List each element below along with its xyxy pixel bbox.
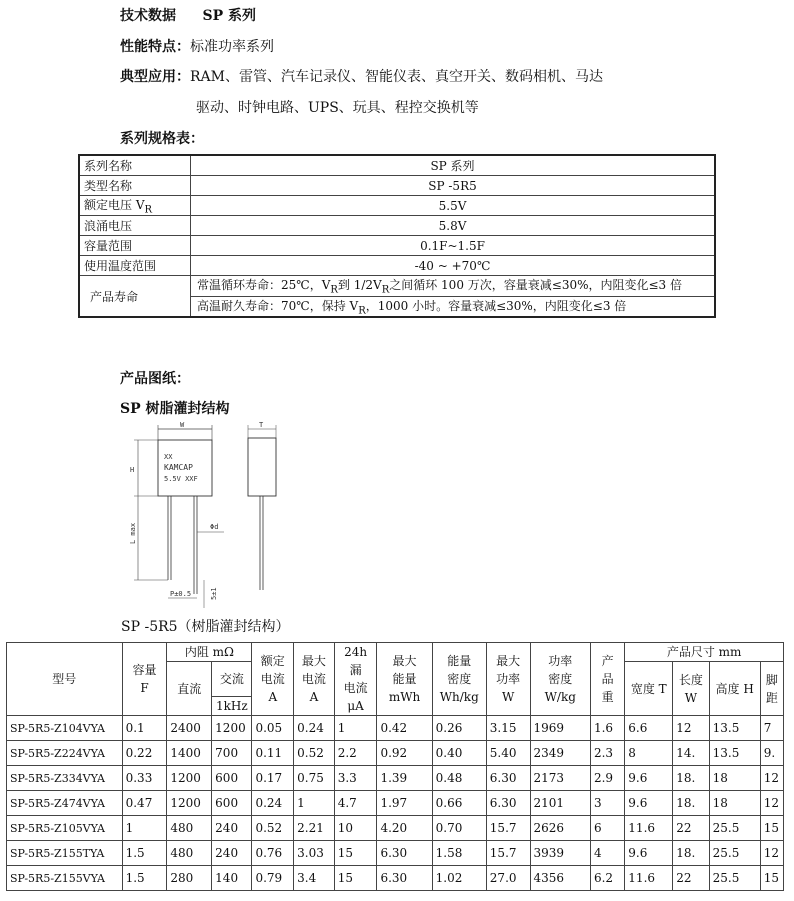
th-rated-current bbox=[252, 643, 294, 716]
th-max-current bbox=[294, 643, 335, 716]
application-text-1: RAM、雷管、汽车记录仪、智能仪表、真空开关、数码相机、马达 bbox=[190, 69, 603, 85]
table-cell: 0.66 bbox=[432, 791, 486, 816]
table-cell: 6.30 bbox=[377, 841, 432, 866]
table-cell: 480 bbox=[167, 841, 212, 866]
th-leak-3: μA bbox=[347, 699, 364, 713]
table-cell: 3.03 bbox=[294, 841, 335, 866]
table-cell: 2400 bbox=[167, 716, 212, 741]
table-row bbox=[7, 791, 784, 816]
table-cell: 4 bbox=[590, 841, 624, 866]
table-cell: 9.6 bbox=[625, 791, 673, 816]
table-cell: 2626 bbox=[530, 816, 590, 841]
table-cell: 10 bbox=[334, 816, 377, 841]
cap-mark-1: XX bbox=[164, 453, 173, 461]
table-cell: 5.40 bbox=[486, 741, 530, 766]
table-row bbox=[7, 841, 784, 866]
table-cell: 8 bbox=[625, 741, 673, 766]
life-2-sub: R bbox=[358, 305, 366, 317]
table-cell: 240 bbox=[212, 816, 252, 841]
th-len-2: W bbox=[684, 690, 698, 705]
life-1-sub: R bbox=[330, 284, 338, 296]
table-cell: 3.15 bbox=[486, 716, 530, 741]
table-cell: 18 bbox=[709, 766, 760, 791]
table-cell: 2.9 bbox=[590, 766, 624, 791]
product-table bbox=[6, 642, 784, 891]
th-capacity-unit: F bbox=[140, 681, 149, 695]
table-cell: 12 bbox=[760, 791, 783, 816]
th-max-2: 电流 bbox=[301, 672, 326, 686]
table-cell: 1 bbox=[122, 816, 167, 841]
th-pw-2: 功率 bbox=[496, 672, 521, 686]
table-cell: 25.5 bbox=[709, 816, 760, 841]
table-cell: 0.05 bbox=[252, 716, 294, 741]
th-rated-1: 额定 bbox=[260, 654, 285, 668]
table-cell: 0.42 bbox=[377, 716, 432, 741]
table-cell: 0.24 bbox=[294, 716, 335, 741]
feature-label: 性能特点： bbox=[120, 39, 190, 55]
table-cell: 0.48 bbox=[432, 766, 486, 791]
th-model: 型号 bbox=[7, 643, 123, 716]
table-cell: 0.52 bbox=[252, 816, 294, 841]
drawing-caption: SP -5R5（树脂灌封结构） bbox=[121, 619, 290, 635]
drawing-title: 产品图纸： bbox=[120, 371, 190, 387]
life-endurance-text bbox=[191, 296, 716, 317]
table-cell: 15 bbox=[760, 816, 783, 841]
table-cell: 0.11 bbox=[252, 741, 294, 766]
label-d: Φd bbox=[210, 523, 219, 531]
table-cell: 0.47 bbox=[122, 791, 167, 816]
spec-value: -40 ~ +70℃ bbox=[191, 256, 716, 276]
table-cell: 1400 bbox=[167, 741, 212, 766]
spec-row bbox=[79, 176, 715, 196]
spec-value: SP 系列 bbox=[191, 155, 716, 176]
spec-row bbox=[79, 196, 715, 216]
spec-key: 类型名称 bbox=[79, 176, 191, 196]
table-cell: 27.0 bbox=[486, 866, 530, 891]
feature-line bbox=[120, 36, 274, 56]
table-cell: 3939 bbox=[530, 841, 590, 866]
th-max-1: 最大 bbox=[301, 654, 326, 668]
spec-key: 使用温度范围 bbox=[79, 256, 191, 276]
th-max-energy bbox=[377, 643, 432, 716]
spec-row bbox=[79, 216, 715, 236]
table-cell: 1.02 bbox=[432, 866, 486, 891]
table-cell: 0.79 bbox=[252, 866, 294, 891]
table-cell: 2173 bbox=[530, 766, 590, 791]
spec-key-life: 产品寿命 bbox=[79, 276, 191, 317]
th-rated-3: A bbox=[268, 690, 278, 704]
cell-model: SP-5R5-Z104VYA bbox=[7, 716, 123, 741]
table-cell: 18 bbox=[709, 791, 760, 816]
th-ir-ac: 交流 bbox=[212, 662, 252, 697]
spec-row bbox=[79, 155, 715, 176]
table-cell: 6.6 bbox=[625, 716, 673, 741]
table-cell: 0.33 bbox=[122, 766, 167, 791]
th-internal-resistance: 内阻 mΩ bbox=[167, 643, 252, 662]
th-ir-dc: 直流 bbox=[167, 662, 212, 716]
table-row bbox=[7, 741, 784, 766]
th-ir-ac-freq: 1kHz bbox=[212, 697, 252, 716]
spec-key bbox=[79, 196, 191, 216]
spec-table bbox=[78, 154, 716, 318]
cap-mark-2: KAMCAP bbox=[164, 463, 193, 472]
application-label: 典型应用： bbox=[120, 69, 190, 85]
table-cell: 18. bbox=[673, 841, 709, 866]
table-cell: 13.5 bbox=[709, 716, 760, 741]
th-max-power bbox=[486, 643, 530, 716]
table-row bbox=[7, 766, 784, 791]
table-cell: 9.6 bbox=[625, 766, 673, 791]
table-cell: 240 bbox=[212, 841, 252, 866]
th-leak-1: 24h 漏 bbox=[344, 645, 368, 677]
table-cell: 13.5 bbox=[709, 741, 760, 766]
table-cell: 25.5 bbox=[709, 866, 760, 891]
th-capacity-label: 容量 bbox=[132, 663, 157, 677]
life-1-b: 到 1/2V bbox=[337, 278, 382, 293]
table-cell: 1.5 bbox=[122, 841, 167, 866]
application-text-2: 驱动、时钟电路、UPS、玩具、程控交换机等 bbox=[196, 100, 479, 116]
cell-model: SP-5R5-Z474VYA bbox=[7, 791, 123, 816]
table-cell: 15 bbox=[334, 866, 377, 891]
table-cell: 1 bbox=[334, 716, 377, 741]
th-pin-2: 距 bbox=[765, 690, 778, 705]
cell-model: SP-5R5-Z155VYA bbox=[7, 866, 123, 891]
th-energy-1: 最大 bbox=[392, 654, 417, 668]
table-cell: 11.6 bbox=[625, 816, 673, 841]
th-energy-3: mWh bbox=[388, 690, 421, 704]
table-cell: 15.7 bbox=[486, 816, 530, 841]
cell-model: SP-5R5-Z224VYA bbox=[7, 741, 123, 766]
th-rated-2: 电流 bbox=[260, 672, 285, 686]
table-cell: 600 bbox=[212, 791, 252, 816]
product-table-body bbox=[7, 716, 784, 891]
table-cell: 2.2 bbox=[334, 741, 377, 766]
spec-value: SP -5R5 bbox=[191, 176, 716, 196]
life-cycle-text bbox=[191, 276, 716, 296]
th-width: 宽度 T bbox=[625, 662, 673, 716]
table-cell: 15.7 bbox=[486, 841, 530, 866]
table-cell: 1 bbox=[294, 791, 335, 816]
table-cell: 700 bbox=[212, 741, 252, 766]
table-cell: 25.5 bbox=[709, 841, 760, 866]
label-t: T bbox=[259, 421, 264, 429]
table-cell: 22 bbox=[673, 866, 709, 891]
th-pd-1: 功率 bbox=[548, 654, 573, 668]
table-cell: 3.3 bbox=[334, 766, 377, 791]
table-cell: 0.75 bbox=[294, 766, 335, 791]
table-cell: 1.97 bbox=[377, 791, 432, 816]
life-2-b: ，1000 小时。容量衰减≤30%，内阻变化≤3 倍 bbox=[365, 298, 627, 313]
application-line bbox=[120, 66, 603, 86]
table-cell: 6.2 bbox=[590, 866, 624, 891]
table-cell: 12 bbox=[760, 841, 783, 866]
label-lmax: L max bbox=[129, 522, 137, 544]
table-cell: 0.40 bbox=[432, 741, 486, 766]
spec-row-life-1 bbox=[79, 276, 715, 296]
table-cell: 280 bbox=[167, 866, 212, 891]
table-cell: 1.6 bbox=[590, 716, 624, 741]
th-energy-2: 能量 bbox=[392, 672, 417, 686]
header-line bbox=[120, 5, 256, 25]
th-leakage bbox=[334, 643, 377, 716]
table-cell: 480 bbox=[167, 816, 212, 841]
table-cell: 14. bbox=[673, 741, 709, 766]
cell-model: SP-5R5-Z105VYA bbox=[7, 816, 123, 841]
th-leak-2: 电流 bbox=[343, 681, 368, 695]
th-len-1: 长度 bbox=[678, 672, 703, 687]
th-height: 高度 H bbox=[709, 662, 760, 716]
drawing-subtitle: SP 树脂灌封结构 bbox=[120, 401, 230, 417]
label-5: 5±1 bbox=[210, 587, 218, 600]
feature-text: 标准功率系列 bbox=[190, 39, 274, 55]
label-h: H bbox=[130, 466, 135, 474]
label-p: P±0.5 bbox=[170, 590, 192, 598]
spec-value: 0.1F~1.5F bbox=[191, 236, 716, 256]
th-pin-1: 脚 bbox=[765, 672, 778, 687]
table-cell: 11.6 bbox=[625, 866, 673, 891]
th-capacity bbox=[122, 643, 167, 716]
header-row-1 bbox=[7, 643, 784, 662]
th-pw-3: W bbox=[501, 690, 515, 704]
table-cell: 0.76 bbox=[252, 841, 294, 866]
th-energy-density bbox=[432, 643, 486, 716]
table-cell: 0.92 bbox=[377, 741, 432, 766]
th-ed-1: 能量 bbox=[447, 654, 472, 668]
table-cell: 6.30 bbox=[486, 766, 530, 791]
table-cell: 1969 bbox=[530, 716, 590, 741]
table-cell: 6 bbox=[590, 816, 624, 841]
table-cell: 1200 bbox=[167, 791, 212, 816]
table-cell: 18. bbox=[673, 766, 709, 791]
table-cell: 7 bbox=[760, 716, 783, 741]
th-max-3: A bbox=[309, 690, 319, 704]
capacitor-side-drawing bbox=[240, 418, 284, 594]
th-pw-1: 最大 bbox=[496, 654, 521, 668]
table-cell: 1.58 bbox=[432, 841, 486, 866]
table-cell: 12 bbox=[760, 766, 783, 791]
table-cell: 9.6 bbox=[625, 841, 673, 866]
th-ed-2: 密度 bbox=[447, 672, 472, 686]
table-row bbox=[7, 866, 784, 891]
table-cell: 140 bbox=[212, 866, 252, 891]
spec-row bbox=[79, 256, 715, 276]
table-cell: 600 bbox=[212, 766, 252, 791]
life-1-c: 之间循环 100 万次，容量衰减≤30%，内阻变化≤3 倍 bbox=[389, 278, 682, 293]
th-power-density bbox=[530, 643, 590, 716]
spec-key: 容量范围 bbox=[79, 236, 191, 256]
th-pin bbox=[760, 662, 783, 716]
table-cell: 2349 bbox=[530, 741, 590, 766]
table-cell: 0.52 bbox=[294, 741, 335, 766]
table-cell: 2.21 bbox=[294, 816, 335, 841]
life-1-a: 常温循环寿命：25℃，V bbox=[197, 278, 331, 293]
table-cell: 1.39 bbox=[377, 766, 432, 791]
table-cell: 1200 bbox=[167, 766, 212, 791]
cell-model: SP-5R5-Z334VYA bbox=[7, 766, 123, 791]
table-cell: 3.4 bbox=[294, 866, 335, 891]
table-cell: 6.30 bbox=[377, 866, 432, 891]
spec-key-text: 额定电压 V bbox=[84, 198, 145, 212]
table-cell: 4.7 bbox=[334, 791, 377, 816]
spec-key: 系列名称 bbox=[79, 155, 191, 176]
table-cell: 18. bbox=[673, 791, 709, 816]
life-1b-sub: R bbox=[381, 284, 390, 296]
table-cell: 1200 bbox=[212, 716, 252, 741]
th-wt-2: 品 bbox=[601, 672, 614, 686]
table-cell: 15 bbox=[334, 841, 377, 866]
table-cell: 2.3 bbox=[590, 741, 624, 766]
th-length bbox=[673, 662, 709, 716]
table-cell: 0.26 bbox=[432, 716, 486, 741]
table-cell: 2101 bbox=[530, 791, 590, 816]
series-name: SP 系列 bbox=[202, 8, 256, 24]
th-weight bbox=[590, 643, 624, 716]
spec-value: 5.5V bbox=[191, 196, 716, 216]
cell-model: SP-5R5-Z155TYA bbox=[7, 841, 123, 866]
th-wt-3: 重 bbox=[601, 690, 614, 704]
capacitor-side-body bbox=[248, 438, 276, 496]
th-pd-3: W/kg bbox=[544, 690, 576, 704]
table-cell: 22 bbox=[673, 816, 709, 841]
table-cell: 4356 bbox=[530, 866, 590, 891]
th-size: 产品尺寸 mm bbox=[625, 643, 784, 662]
spec-key: 浪涌电压 bbox=[79, 216, 191, 236]
tech-label: 技术数据 bbox=[120, 8, 176, 24]
th-pd-2: 密度 bbox=[548, 672, 573, 686]
table-cell: 6.30 bbox=[486, 791, 530, 816]
spec-title: 系列规格表： bbox=[120, 131, 204, 147]
table-row bbox=[7, 716, 784, 741]
spec-key-sub: R bbox=[144, 204, 153, 216]
label-w: W bbox=[180, 421, 185, 429]
table-cell: 0.1 bbox=[122, 716, 167, 741]
table-cell: 9. bbox=[760, 741, 783, 766]
spec-value: 5.8V bbox=[191, 216, 716, 236]
table-cell: 0.70 bbox=[432, 816, 486, 841]
table-cell: 0.17 bbox=[252, 766, 294, 791]
table-cell: 0.22 bbox=[122, 741, 167, 766]
life-2-a: 高温耐久寿命：70℃，保持 V bbox=[197, 298, 359, 313]
table-cell: 0.24 bbox=[252, 791, 294, 816]
table-cell: 15 bbox=[760, 866, 783, 891]
table-cell: 4.20 bbox=[377, 816, 432, 841]
table-row bbox=[7, 816, 784, 841]
cap-mark-3: 5.5V XXF bbox=[164, 475, 198, 483]
th-ed-3: Wh/kg bbox=[439, 690, 479, 704]
spec-row bbox=[79, 236, 715, 256]
table-cell: 3 bbox=[590, 791, 624, 816]
th-wt-1: 产 bbox=[601, 654, 614, 668]
table-cell: 1.5 bbox=[122, 866, 167, 891]
table-cell: 12 bbox=[673, 716, 709, 741]
